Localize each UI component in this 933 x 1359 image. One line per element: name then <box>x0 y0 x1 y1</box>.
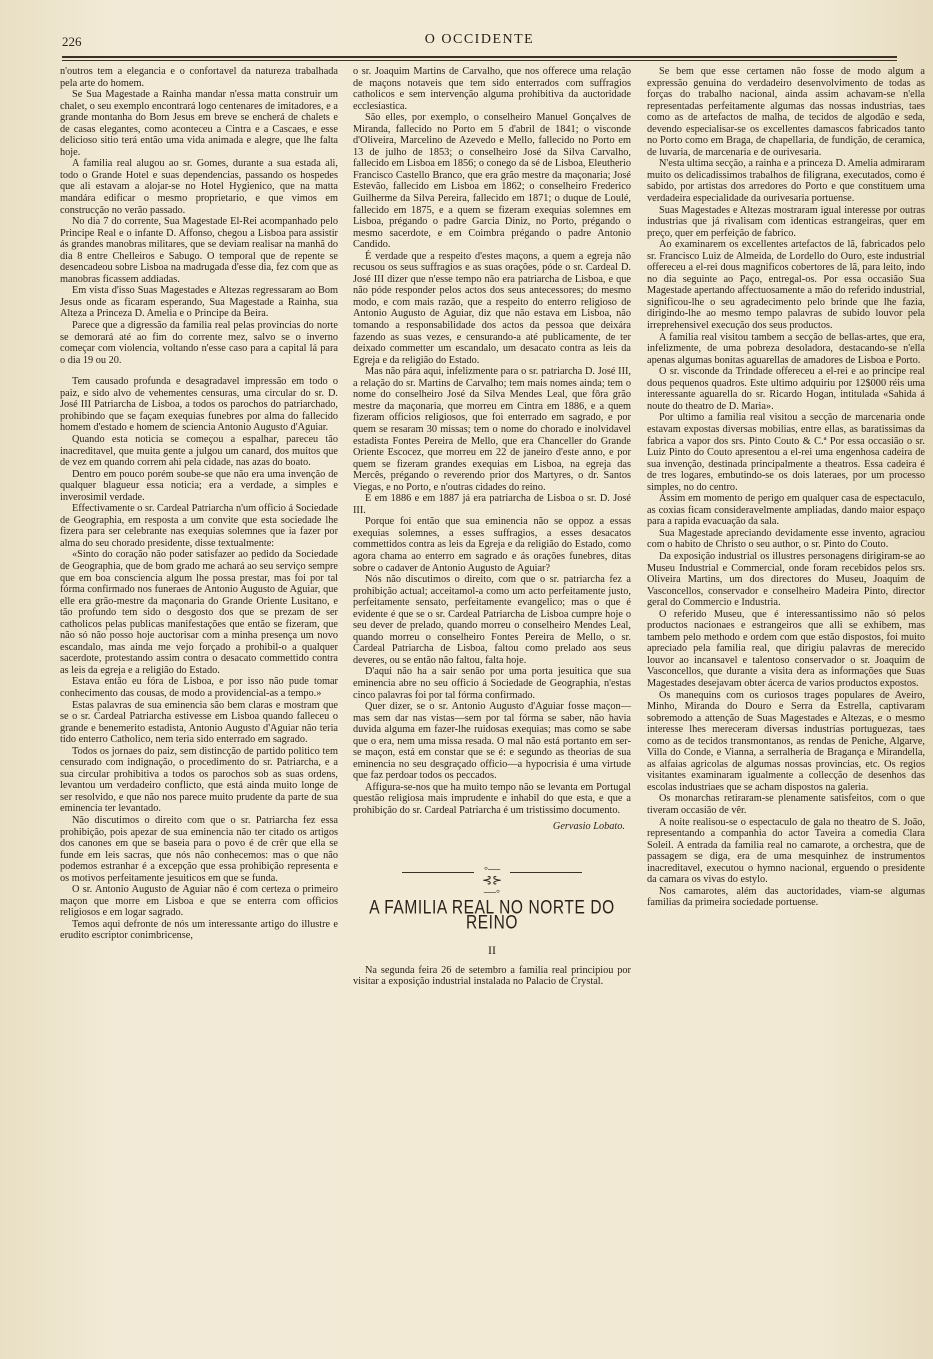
column-3 <box>647 66 925 909</box>
paragraph: N'esta ultima secção, a rainha e a princeza D. Amelia admiraram muito os delicadissimos trabalhos de filigrana, executados, como é sabido, por artistas dos arredores do Porto e que constituem uma verdadeira especialidade da ourivesaria portuense. <box>647 158 926 205</box>
journal-title: O OCCIDENTE <box>424 32 535 47</box>
paragraph: o sr. Joaquim Martins de Carvalho, que nos offerece uma relação de maçons notaveis que tem sido enterrados com suffragios catholicos e sem intervenção alguma prohibitiva da auctoridade ecclesiastica. <box>353 66 631 112</box>
paragraph: Não discutimos o direito com que o sr. Patriarcha fez essa prohibição, pois apezar de sua eminencia não ter citado os artigos dos canones em que se baseia para o povo é de crêr que ella se funde em leis sacras, que nós não conhecemos: mas o que não podemos estranhar é a excepção que essa prohibição representa e os motivos perfeitamente jesuiticos em que se funda. <box>60 815 338 884</box>
paragraph: A familia real visitou tambem a secção de bellas-artes, que era, infelizmente, de uma pobreza desoladora, destacando-se n'ella apenas algumas bonitas aguarellas de amadores de Lisboa e Porto. <box>647 331 925 366</box>
paragraph: Da exposição industrial os illustres personagens dirigiram-se ao Museu Industrial e Commercial, onde foram recebidos pelos srs. Oliveira Martins, um dos directores do Museu, Joaquim de Vasconcellos, conservador e conselheiro Madeira Pinto, director geral do Commercio e Industria. <box>647 550 925 609</box>
paragraph: Quando esta noticia se começou a espalhar, pareceu tão inacreditavel, que muita gente a julgou um canard, dos muitos que de vez em quando correm ahi pela cidade, nas azas do boato. <box>60 433 338 469</box>
column-1 <box>60 66 338 942</box>
paragraph: Nos camarotes, além das auctoridades, viam-se algumas familias da primeira sociedade portuense. <box>647 885 925 909</box>
paragraph: E em 1886 e em 1887 já era patriarcha de Lisboa o sr. D. José III. <box>353 493 631 516</box>
ornament-glyph: ◦—⊰⊱—◦ <box>481 861 503 899</box>
paragraph: Assim em momento de perigo em qualquer casa de espectaculo, as coxias ficam consideravelmente ampliadas, dando maior espaço para a rapida evacuação da sala. <box>647 493 925 528</box>
header-rule <box>62 56 897 61</box>
paragraph: Mas não pára aqui, infelizmente para o sr. patriarcha D. José III, a relação do sr. Martins de Carvalho; tem mais nomes ainda; tem o nome do conselheiro José da Silva Mendes Leal, que fôra grão mestre da maçonaria, que morreu em Cintra em 1886, e a quem fizeram officios religiosos, que foi enterrado em sagrado, e por quem se resaram 30 missas; tem o nome do chorado e inolvidavel estadista Fontes Pereira de Mello, que era Chanceller do Grande Oriente Escocez, que morreu em 22 de janeiro d'este anno, e por quem se fizeram grandes exequias em Lisboa, na egreja das Mercês, prégando o reverendo prior dos Martyres, o dr. Santos Viegas, e no Porto, e n'outras cidades do reino. <box>353 366 631 493</box>
paragraph: Affigura-se-nos que ha muito tempo não se levanta em Portugal questão religiosa mais imprudente e inhabil do que esta, e que a prohibição do sr. Cardeal Patriarcha é um tristissimo documento. <box>353 781 631 816</box>
paragraph: Temos aqui defronte de nós um interessante artigo do illustre e erudito escriptor conimbricense, <box>60 918 338 942</box>
paragraph: Se bem que esse certamen não fosse de modo algum a expressão genuina do verdadeiro desenvolvimento de todas as forças do trabalho nacional, ainda assim achavam-se n'ella representadas perfeitamente algumas das nossas industrias, taes como as de artefactos de malha, de tecidos de algodão e seda, devendo especialisar-se os excellentes damascos fabricados tanto no Porto como em Braga, de chapellaria, de fundição, de ceramica, de luvaria, de marcenaria e de ourivesaria. <box>647 66 925 158</box>
paragraph: Dentro em pouco porém soube-se que não era uma invenção de qualquer blagueur essa noticia; era a verdade, a simples e inverosimil verdade. <box>60 468 338 503</box>
paragraph: No dia 7 do corrente, Sua Magestade El-Rei acompanhado pelo Principe Real e o infante D. Affonso, chegou a Lisboa para assistir ás grandes manobras militares, que se deviam realisar na manhã do dia 8 entre Chelleiros e Sabugo. O temporal que de repente se desencadeou sobre Lisboa na madrugada d'esse dia, fez com que as manobras ficassem addiadas. <box>60 216 338 285</box>
paragraph: Effectivamente o sr. Cardeal Patriarcha n'um officio á Sociedade de Geographia, em resposta a um convite que esta sociedade lhe fizera para ser celebrante nas exequias solemnes que ia fazer por alma do seu chorado presidente, disse textualmente: <box>60 503 338 549</box>
paragraph: Estas palavras de sua eminencia são bem claras e mostram que se o sr. Cardeal Patriarcha estivesse em Lisboa quando falleceu o grande e benemerito estadista, Antonio Augusto d'Aguiar não teria tido enterro Catholico, nem teria sido enterrado em sagrado. <box>60 699 338 746</box>
section-divider-ornament <box>402 861 582 899</box>
paragraph: São elles, por exemplo, o conselheiro Manuel Gonçalves de Miranda, fallecido no Porto em 5 d'abril de 1841; o visconde d'Oliveira, Marcelino de Azevedo e Mello, fallecido no Porto em 13 de julho de 1853; o conselheiro José da Silva Carvalho, fallecido em Lisboa em 1856; o conego da sé de Lisboa, Eleutherio Francisco Castello Branco, que era grão mestre da maçonaria; José Estevão, fallecido em Lisboa em 1862; o conselheiro Frederico Guilherme da Silva Pereira, fallecido em 1871; o duque de Loulé, fallecido em 1875, e a quem se fizeram exequias solemnes em Lisboa, prégando o padre Garcia Diniz, no Porto, prégando o mesmo sacerdote, e em Coimbra prégando o padre Antonio Candido. <box>353 112 631 251</box>
divider-line-right <box>510 872 582 873</box>
paragraph: D'aqui não ha a sair senão por uma porta jesuitica que sua eminencia abre no seu officio á Sociedade de Geographia, n'estas cinco palavras foi por tal fórma confirmado. <box>353 666 631 701</box>
divider-line-left <box>402 872 474 873</box>
paragraph: Sua Magestade apreciando devidamente esse invento, agraciou com o habito de Christo o seu author, o sr. Pinto do Couto. <box>647 527 925 551</box>
paragraph: Quer dizer, se o sr. Antonio Augusto d'Aguiar fosse maçon—mas sem dar nas vistas—sem por tal fórma se saber, não havia duvida alguma em fazer-lhe ruidosas exequias; mas como se sabe que o era, nem uma missa resada. O mal não está portanto em ser-se maçon, está em constar que se é: e segundo as theorias de sua eminencia no seu desgraçado officio—a hypocrisia é uma virtude que faz perdoar todos os peccados. <box>353 701 631 782</box>
author-signature: Gervasio Lobato. <box>552 820 625 832</box>
paragraph: O referido Museu, que é interessantissimo não só pelos productos nacionaes e estrangeiros que alli se exhibem, mas tambem pelo methodo e ordem com que estão dispostos, foi muito apreciado pela familia real, que dirigiu palavras de merecido louvor ao incansavel e talentoso conservador o sr. Joaquim de Vasconcellos, que durante a visita dera as informações que Suas Magestades desejavam obter ácerca de varios productos expostos. <box>647 608 925 689</box>
paragraph: Por ultimo a familia real visitou a secção de marcenaria onde estavam expostas diversas mobilias, entre ellas, as baratissimas da fabrica a vapor dos srs. Pinto Couto & C.ª Por essa occasião o sr. Luiz Pinto do Couto apresentou a el-rei uma engenhosa cadeira de sua invenção, destinada principalmente a theatros. Essa cadeira é de tres logares, embutindo-se os dois lateraes, por um processo simples, no do centro. <box>647 412 925 493</box>
paragraph: Suas Magestades e Altezas mostraram igual interesse por outras industrias que já rivalisam com identicas estrangeiras, quer em preço, quer em perfeição de fabrico. <box>647 204 925 239</box>
paragraph: É verdade que a respeito d'estes maçons, a quem a egreja não recusou os seus suffragios e as suas orações, póde o sr. Cardeal D. José III dizer que n'esse tempo não era patriarcha de Lisboa, e que não póde responder pelos actos dos seus antecessores; do mesmo modo, e com mais razão, que a respeito do enterro religioso de Antonio Augusto de Aguiar, diz que não estava em Lisboa, não tomando a responsabilidade dos actos da pessoa que deixára fazendo as suas vezes, e censurando-a até publicamente, de ter deixado commetter um escandalo, um desacato contra as leis da Egreja e da religião do Estado. <box>353 250 631 366</box>
paragraph: n'outros tem a elegancia e o confortavel da natureza trabalhada pela arte do homem. <box>60 66 338 89</box>
paragraph: Tem causado profunda e desagradavel impressão em todo o paiz, e sido alvo de vehementes censuras, uma circular do sr. D. José III Patriarcha de Lisboa, a todos os parochos do patriarchado, prohibindo que se façam exequias funebres por alma do fallecido homem d'estado e homem de sciencia Antonio Augusto d'Aguiar. <box>60 376 338 434</box>
paragraph: O sr. visconde da Trindade offereceu a el-rei e ao principe real dous pequenos quadros. Este ultimo adquiriu por 12$000 réis uma interessante aguarella do sr. Ricardo Hogan, intitulada «Sahida á noute do theatro de D. Maria». <box>647 366 925 412</box>
paragraph: Em vista d'isso Suas Magestades e Altezas regressaram ao Bom Jesus onde as ficaram esperando, Sua Magestade a Rainha, sua Alteza a Princeza D. Amelia e o Principe da Beira. <box>60 285 338 320</box>
section-title: A FAMILIA REAL NO NORTE DO REINO <box>369 897 615 934</box>
paragraph: Porque foi então que sua eminencia não se oppoz a essas exequias solemnes, a esses suffragios, a esses desacatos commettidos contra as leis da Egreja e da religião do Estado, como agora chama ao enterro em sagrado e ás orações funebres, ditas sobre o cadaver de Antonio Augusto de Aguiar? <box>353 516 631 574</box>
paragraph: Parece que a digressão da familia real pelas provincias do norte se demorará até ao fim do corrente mez, salvo se o inverno começar com violencia, voltando n'esse caso para a capital lá para o dia 19 ou 20. <box>60 320 338 366</box>
section-number: II <box>488 943 496 958</box>
paragraph: Nós não discutimos o direito, com que o sr. patriarcha fez a prohibição actual; acceitamol-a como um acto perfeitamente justo, perfeitamente sensato, perfeitamente evangelico; mas o que é evidente é que se o sr. Cardeal Patriarcha de Lisboa cumpre hoje o seu dever de prelado, quando morreu o conselheiro Mendes Leal, quando morreu o conselheiro Fontes Pereira de Mello, o sr. Cardeal Patriarcha de Lisboa, faltou como prelado aos seus deveres, ou se então não faltou, falta hoje. <box>353 574 631 666</box>
quotation: Estava então eu fóra de Lisboa, e por isso não pude tomar conhecimento das cousas, de modo a providencial-as a tempo.» <box>60 676 338 699</box>
quotation: «Sinto do coração não poder satisfazer ao pedido da Sociedade de Geographia, que de bom grado me achará ao seu serviço sempre que em boa consciencia algum lhe possa prestar, mas foi por tal fórma confirmado nos funeraes de Antonio Augusto de Aguiar, que elle era grão-mestre da maçonaria do Grande Oriente Lusitano, e tão profundo tem sido o desgosto dos que se prezam de ser catholicos pelas publicas manifestações que então se fizeram, que não só não posso hoje auctorisar com a minha presença um novo escandalo, mas ainda me vejo forçado a prohibil-o a qualquer sacerdote, protestando assim contra o desacato commettido contra as leis da egreja e a religião do Estado. <box>60 549 338 676</box>
paragraph: Se Sua Magestade a Rainha mandar n'essa matta construir um chalet, o seu exemplo encontrará logo centenares de imitadores, e a grande montanha do Bom Jesus em breve se encherá de chalets e de casas elegantes, como aconteceu a Cintra e a Cascaes, e esse delicioso sitio terá então uma vida animada e alegre, que lhe falta hoje. <box>60 89 338 158</box>
paragraph: A familia real alugou ao sr. Gomes, durante a sua estada ali, todo o Grande Hotel e suas dependencias, passando os hospedes que ali estavam a alojar-se no Hotel Hygienico, que na matta mandára edificar o mesmo proprietario, e que vimos em construcção no verão passado. <box>60 158 338 216</box>
paragraph: Todos os jornaes do paiz, sem distincção de partido politico tem censurado com indignação, o procedimento do sr. Patriarcha, e a sua circular prohibitiva a todos os parochos sob as suas ordens, levantou um verdadeiro conflicto, que está ainda muito longe de ser resolvido, e que não nos parece muito prudente da parte de sua eminencia ter levantado. <box>60 745 338 815</box>
paragraph: Na segunda feira 26 de setembro a familia real principiou por visitar a exposição industrial instalada no Palacio de Crystal. <box>353 964 631 988</box>
paragraph: O sr. Antonio Augusto de Aguiar não é com certeza o primeiro maçon que morre em Lisboa e que se enterra com officios religiosos e em logar sagrado. <box>60 884 338 919</box>
paragraph: Os monarchas retiraram-se plenamente satisfeitos, com o que tiveram occasião de vêr. <box>647 793 925 816</box>
column-2 <box>353 66 631 988</box>
page-number: 226 <box>62 34 82 49</box>
page-header <box>62 32 897 54</box>
paragraph: Os manequins com os curiosos trages populares de Aveiro, Minho, Miranda do Douro e Serra da Estrella, captivaram sobremodo a attenção de Suas Magestades e Altezas, e o mesmo interesse lhes mereceram diversas industrias portuguezas, taes como as de tecidos transmontanos, as rendas de Peniche, Algarve, Villa do Conde, e Vianna, a serralheria de Bragança e Mirandella, as alfaias agricolas de algumas nossas provincias, etc. Os regios visitantes examinaram igualmente a collecção de desenhos das escolas industriaes que se acham dispostos na galeria. <box>647 689 925 793</box>
paragraph: A noite realisou-se o espectaculo de gala no theatro de S. João, representando a companhia do actor Taveira a comedia Clara Soleil. A entrada da familia real no camarote, a orchestra, que de passagem se diga, era de uma mesquinhez de instrumentos inacreditavel, executou o hymno nacional, erguendo o presidente da camara os vivas do estylo. <box>647 816 925 886</box>
paragraph: Ao examinarem os excellentes artefactos de lã, fabricados pelo sr. Francisco Luiz de Almeida, de Lordello do Ouro, este industrial offereceu a el-rei dous magnificos cobertores de lã, para leito, indo no dia seguinte ao Paço, entregal-os. Por essa occasião Sua Magestade apertando affectuosamente a mão do referido industrial, significou-lhe o seu agradecimento pelo brinde que lhe fazia, dirigindo-lhe ao mesmo tempo palavras de subido louvor pela irreprehensivel execução dos seus productos. <box>647 239 925 332</box>
